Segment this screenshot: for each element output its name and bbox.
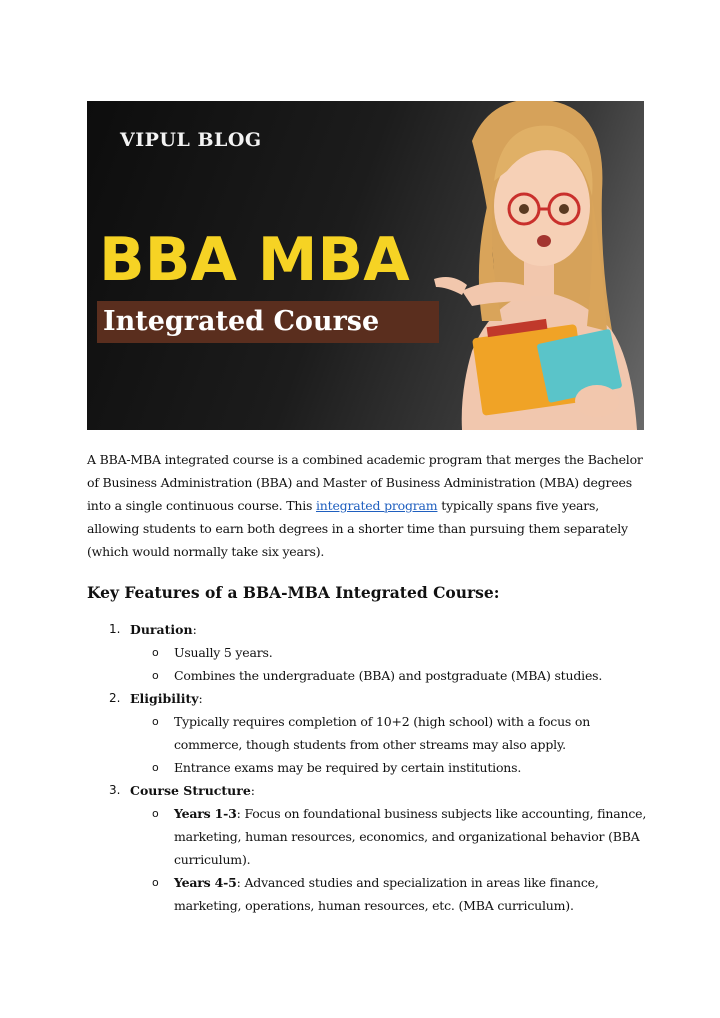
article-body	[87, 448, 647, 917]
section-heading: Key Features of a BBA-MBA Integrated Course:	[87, 583, 500, 602]
circle-bullet-icon: o	[152, 646, 159, 659]
list-number: 2.	[109, 691, 121, 705]
banner-headline: BBA MBA	[99, 225, 410, 295]
features-list	[87, 618, 647, 917]
list-item	[130, 756, 647, 779]
circle-bullet-icon: o	[152, 807, 159, 820]
list-item-text: : Advanced studies and specialization in areas like finance, marketing, operations, human resources, etc. (MBA curriculum).	[174, 875, 599, 913]
list-number: 3.	[109, 783, 121, 797]
list-item-bold: Years 4-5	[174, 875, 237, 890]
brand-logo-text: VIPUL BLOG	[120, 129, 262, 151]
sub-list	[130, 641, 647, 687]
list-item	[130, 641, 647, 664]
sub-list	[130, 710, 647, 779]
banner-subheadline: Integrated Course	[97, 301, 439, 343]
intro-text-before: A BBA-MBA integrated course is a combined academic program that merges the Bachelor of Business Administration (BBA) and Master of Business Administration (MBA) degrees into a single continuous course. This	[87, 452, 643, 513]
list-item	[130, 802, 647, 871]
circle-bullet-icon: o	[152, 761, 159, 774]
list-item-text: Entrance exams may be required by certain institutions.	[174, 760, 522, 775]
circle-bullet-icon: o	[152, 715, 159, 728]
feature-item-course-structure: 3. Course Structure: o Years 1-3: Focus on foundational business subjects like accounting, finance, marketing, human resources, economics, and organizational behavior (BBA curriculum). o Years 4-5: Advanced studies and specialization in areas like finance, marketing, operations, human resources, etc. (MBA curriculum).	[87, 779, 647, 917]
list-item-text: Usually 5 years.	[174, 645, 273, 660]
intro-text-after: typically spans five years, allowing students to earn both degrees in a shorter time than pursuing them separately (which would normally take six years).	[87, 498, 628, 559]
list-item-text: : Focus on foundational business subjects like accounting, finance, marketing, human resources, economics, and organizational behavior (BBA curriculum).	[174, 806, 647, 867]
woman-with-books-illustration	[432, 101, 644, 430]
feature-title: Eligibility	[130, 691, 199, 706]
circle-bullet-icon: o	[152, 669, 159, 682]
sub-list	[130, 802, 647, 917]
intro-paragraph	[87, 448, 647, 563]
circle-bullet-icon: o	[152, 876, 159, 889]
list-item-bold: Years 1-3	[174, 806, 237, 821]
feature-title: Duration	[130, 622, 193, 637]
feature-item-duration: 1. Duration: o Usually 5 years. o Combines the undergraduate (BBA) and postgraduate (MBA) studies.	[87, 618, 647, 687]
list-number: 1.	[109, 622, 121, 636]
list-item	[130, 664, 647, 687]
hero-banner	[87, 101, 644, 430]
list-item-text: Typically requires completion of 10+2 (high school) with a focus on commerce, though students from other streams may also apply.	[174, 714, 591, 752]
integrated-program-link[interactable]: integrated program	[315, 498, 438, 513]
feature-title: Course Structure	[130, 783, 251, 798]
list-item	[130, 871, 647, 917]
list-item-text: Combines the undergraduate (BBA) and postgraduate (MBA) studies.	[174, 668, 603, 683]
list-item	[130, 710, 647, 756]
feature-item-eligibility: 2. Eligibility: o Typically requires completion of 10+2 (high school) with a focus on commerce, though students from other streams may also apply. o Entrance exams may be required by certain institutions.	[87, 687, 647, 779]
